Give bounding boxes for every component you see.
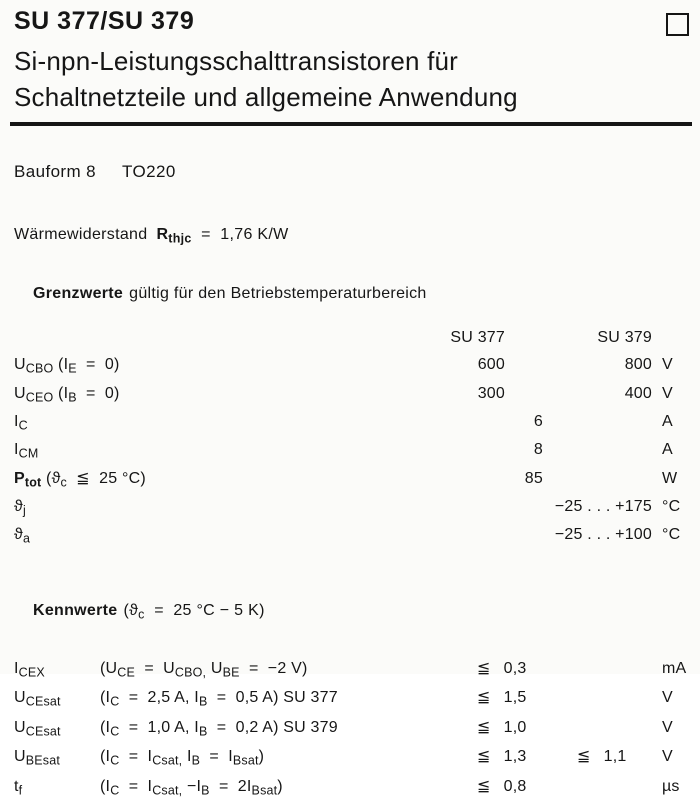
- column-header-su379: SU 379: [597, 329, 652, 347]
- unit-cell: A: [662, 441, 673, 459]
- parameter-symbol-cell: $ϑ_a$: [14, 526, 31, 546]
- characteristic-row: [14, 744, 700, 773]
- su379-value-cell: −25 . . . +175: [554, 497, 652, 515]
- limit-value-cell-2: [545, 744, 662, 773]
- test-condition-cell: $(I_C = I_{Csat,} -I_B = 2I_{Bsat})$: [100, 777, 283, 798]
- thermal-formula: $R_{thjc} = 1,76$ K/W: [156, 226, 289, 246]
- unit-cell: V: [662, 356, 673, 374]
- unit-cell: °C: [662, 497, 681, 515]
- less-equal-symbol: ≦: [477, 748, 491, 766]
- unit-cell: V: [662, 689, 673, 707]
- su379-value-cell: 400: [624, 384, 652, 402]
- grenzwerte-heading-rest: gültig für den Betriebstemperaturbereich: [129, 285, 427, 303]
- test-condition-cell: ($I_C = 2,5$ A, $I_B = 0,5$ A) SU 377: [100, 689, 338, 709]
- less-equal-symbol: ≦: [477, 659, 491, 677]
- limit-row: [14, 438, 700, 466]
- su379-value-cell: [543, 410, 652, 438]
- less-equal-symbol: ≦: [477, 718, 491, 736]
- parameter-symbol-cell: $U_{CEO}$ $(I_B = 0)$: [14, 384, 120, 405]
- shared-value-cell: [505, 382, 543, 410]
- subtitle-line-2: Schaltnetzteile und allgemeine Anwendung: [14, 82, 518, 112]
- kennwerte-heading-bold: Kennwerte: [32, 602, 118, 620]
- characteristic-row: [14, 774, 700, 803]
- shared-value-cell: [505, 353, 543, 381]
- limit-value: 0,8: [503, 777, 527, 795]
- kennwerte-table: [0, 656, 700, 803]
- limit-value-cell-2: [545, 774, 662, 803]
- kennwerte-heading-rest: ($ϑ_c = 25$ °C − 5 K): [123, 602, 265, 622]
- empty-cell: [14, 329, 430, 347]
- su377-value-cell: [430, 523, 505, 551]
- su379-value-cell: 800: [624, 356, 652, 374]
- unit-cell: µs: [662, 777, 680, 795]
- limit-value-cell-1: [450, 685, 545, 714]
- limit-value: 1,5: [503, 689, 527, 707]
- grenzwerte-table: [0, 353, 700, 551]
- parameter-symbol-cell: $I_{CEX}$: [14, 659, 45, 680]
- less-equal-symbol: ≦: [477, 689, 491, 707]
- grenzwerte-column-headers: [14, 329, 700, 347]
- unit-cell: V: [662, 384, 673, 402]
- su377-value-cell: 600: [477, 356, 505, 374]
- shared-value-cell: 6: [533, 413, 543, 431]
- page-subtitle: [14, 43, 686, 115]
- less-equal-symbol: ≦: [577, 748, 591, 766]
- su379-value-cell: −25 . . . +100: [554, 526, 652, 544]
- su377-value-cell: 300: [477, 384, 505, 402]
- limit-value: 1,3: [503, 748, 527, 766]
- thermal-label: Wärmewiderstand: [14, 226, 148, 243]
- page-title: SU 377/SU 379: [14, 7, 195, 35]
- package-label: Bauform 8: [14, 162, 97, 181]
- limit-value-cell-2: [545, 685, 662, 714]
- limit-value: 1,1: [603, 748, 627, 766]
- column-header-su377: SU 377: [450, 329, 505, 347]
- package-line: [14, 162, 700, 182]
- characteristic-row: [14, 715, 700, 744]
- unit-cell: mA: [662, 659, 687, 677]
- test-condition-cell: ($U_{CE} = U_{CBO,}$ $U_{BE} = -2$ V): [100, 659, 308, 680]
- limit-row: [14, 523, 700, 551]
- empty-cell: [652, 329, 700, 347]
- limit-value-cell-1: [450, 744, 545, 773]
- test-condition-cell: ($I_C = I_{Csat,}$ $I_B = I_{Bsat}$): [100, 748, 265, 768]
- shared-value-cell: [505, 495, 543, 523]
- parameter-symbol-cell: $U_{CEsat}$: [14, 689, 61, 709]
- su377-value-cell: [430, 410, 505, 438]
- shared-value-cell: 8: [533, 441, 543, 459]
- grenzwerte-heading: [14, 267, 700, 321]
- limit-row: [14, 467, 700, 495]
- parameter-symbol-cell: $U_{CEsat}$: [14, 718, 61, 739]
- limit-value-cell-2: [545, 715, 662, 744]
- shared-value-cell: 85: [524, 469, 543, 487]
- shared-value-cell: [505, 523, 543, 551]
- package-value: TO220: [122, 162, 176, 181]
- su377-value-cell: [430, 495, 505, 523]
- parameter-symbol-cell: $I_{CM}$: [14, 441, 39, 461]
- empty-cell: [505, 329, 543, 347]
- su379-value-cell: [543, 438, 652, 466]
- kennwerte-heading: [14, 581, 700, 644]
- less-equal-symbol: ≦: [477, 777, 491, 795]
- limit-value: 1,0: [503, 718, 527, 736]
- limit-value-cell-2: [545, 656, 662, 685]
- limit-row: [14, 410, 700, 438]
- parameter-symbol-cell: $t_f$: [14, 777, 23, 798]
- parameter-symbol-cell: $P_{tot}$ ($ϑ_c$ ≦ 25 °C): [14, 469, 146, 490]
- su377-value-cell: [430, 438, 505, 466]
- unit-cell: V: [662, 748, 673, 766]
- limit-row: [14, 382, 700, 410]
- unit-cell: W: [662, 469, 678, 487]
- grenzwerte-heading-bold: Grenzwerte: [32, 285, 124, 303]
- header-divider: [10, 122, 692, 126]
- corner-square-icon: [666, 13, 689, 36]
- parameter-symbol-cell: $U_{CBO}$ $(I_E = 0)$: [14, 356, 120, 376]
- test-condition-cell: ($I_C = 1,0$ A, $I_B = 0,2$ A) SU 379: [100, 718, 338, 739]
- parameter-symbol-cell: $ϑ_j$: [14, 497, 26, 518]
- characteristic-row: [14, 656, 700, 685]
- limit-row: [14, 495, 700, 523]
- limit-value: 0,3: [503, 659, 527, 677]
- thermal-resistance-line: [14, 224, 700, 249]
- limit-value-cell-1: [450, 715, 545, 744]
- characteristic-row: [14, 685, 700, 714]
- subtitle-line-1: Si-npn-Leistungsschalttransistoren für: [14, 46, 459, 76]
- su379-value-cell: [543, 467, 652, 495]
- unit-cell: A: [662, 413, 673, 431]
- unit-cell: °C: [662, 526, 681, 544]
- limit-row: [14, 353, 700, 381]
- su377-value-cell: [430, 467, 505, 495]
- parameter-symbol-cell: $I_C$: [14, 413, 28, 433]
- limit-value-cell-1: [450, 656, 545, 685]
- parameter-symbol-cell: $U_{BEsat}$: [14, 748, 61, 768]
- unit-cell: V: [662, 718, 673, 736]
- limit-value-cell-1: [450, 774, 545, 803]
